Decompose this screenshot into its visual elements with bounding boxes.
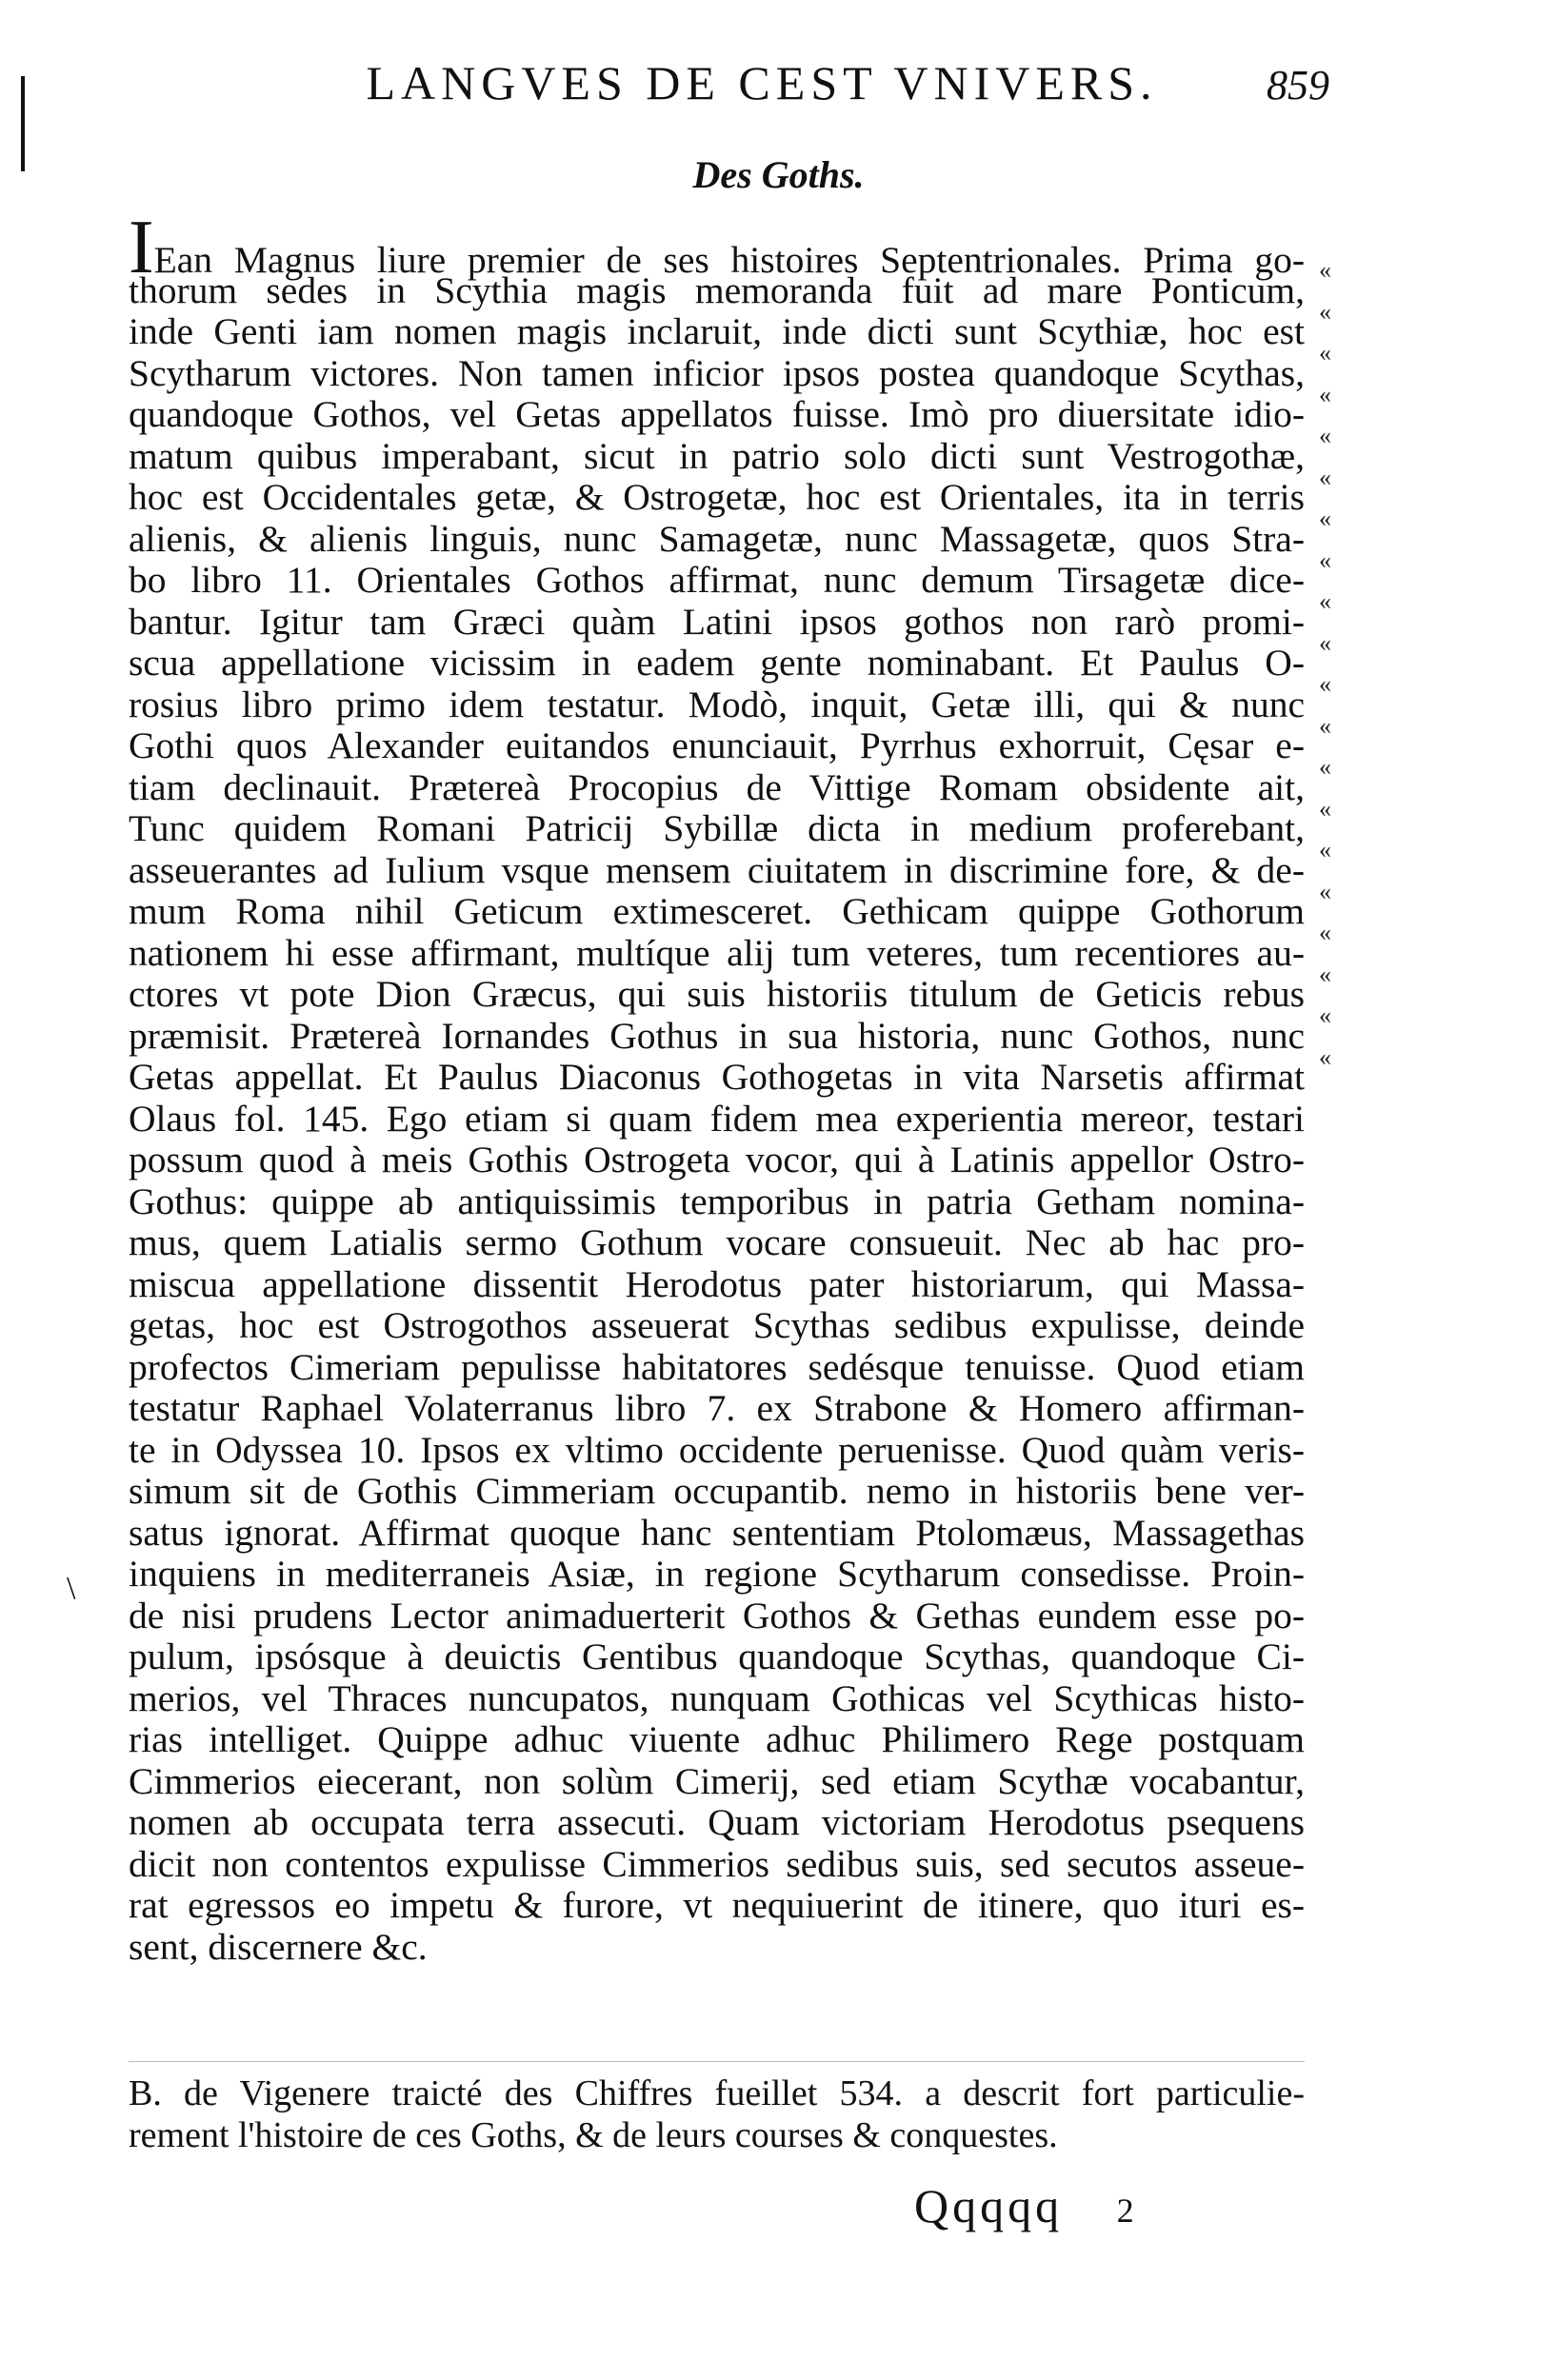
text-line: Cimmerios eiecerant, non solùm Cimerij, sed etiam Scythæ vocabantur, [129,1759,1305,1802]
text-line: Getas appellat. Et Paulus Diaconus Gothogetas in vita Narsetis affirmat [129,1056,1305,1098]
signature-letters: Qqqqq [914,2179,1064,2232]
quote-mark: « [1319,919,1331,946]
quote-mark: « [1319,587,1331,615]
quote-mark: « [1319,1042,1331,1071]
footnote [129,2073,1305,2156]
text-line: asseuerantes ad Iulium vsque mensem ciuitatem in discrimine fore, & de- [129,848,1305,891]
footnote-line: rement l'histoire de ces Goths, & de leurs courses & conquestes. [129,2114,1058,2155]
text-line: possum quod à meis Gothis Ostrogeta vocor, qui à Latinis appellor Ostro- [129,1139,1305,1180]
text-line: Olaus fol. 145. Ego etiam si quam fidem mea experientia mereor, testari [129,1097,1305,1140]
text-line: Gothi quos Alexander euitandos enunciauit, Pyrrhus exhorruit, Cęsar e- [129,724,1305,766]
body-text [129,206,1305,1968]
quote-mark: « [1319,670,1331,698]
text-line: præmisit. Prætereà Iornandes Gothus in sua historia, nunc Gothos, nunc [129,1014,1305,1057]
text-line: testatur Raphael Volaterranus libro 7. ex Strabone & Homero affirman- [129,1387,1305,1429]
quote-mark: « [1319,753,1331,781]
quote-mark: « [1319,380,1331,408]
text-line: Tunc quidem Romani Patricij Sybillæ dicta in medium proferebant, [129,807,1305,849]
running-title: LANGVES DE CEST VNIVERS. [366,56,1158,109]
page-header [0,55,1557,122]
text-line: quandoque Gothos, vel Getas appellatos fuisse. Imò pro diuersitate idio- [129,393,1305,435]
text-line: ctores vt pote Dion Græcus, qui suis historiis titulum de Geticis rebus [129,973,1305,1015]
quote-mark: « [1319,794,1331,823]
text-line: bantur. Igitur tam Græci quàm Latini ipsos gothos non rarò promi- [129,600,1305,643]
quote-mark: « [1319,505,1331,532]
footnote-rule [129,2061,1305,2062]
text-line: rosius libro primo idem testatur. Modò, inquit, Getæ illi, qui & nunc [129,683,1305,725]
page-number: 859 [1267,62,1329,109]
text-line: nationem hi esse affirmant, multíque alij tum veteres, tum recentiores au- [129,931,1305,974]
margin-mark: \ [67,1571,76,1606]
text-line: Scytharum victores. Non tamen inficior ipsos postea quandoque Scythas, [129,351,1305,394]
text-line: dicit non contentos expulisse Cimmerios sedibus suis, sed secutos asseue- [129,1842,1305,1885]
text-line: sent, discernere &c. [129,1925,428,1968]
section-heading: Des Goths. [692,153,865,196]
quote-mark: « [1319,1002,1331,1029]
text-line: rat egressos eo impetu & furore, vt nequiuerint de itinere, quo ituri es- [129,1884,1305,1926]
text-line: merios, vel Thraces nuncupatos, nunquam Gothicas vel Scythicas histo- [129,1676,1305,1719]
text-line: rias intelliget. Quippe adhuc viuente adhuc Philimero Rege postquam [129,1718,1305,1760]
text-line: IEan Magnus liure premier de ses histoires Septentrionales. Prima go- [129,206,1305,289]
quote-mark: « [1319,711,1331,740]
text-line: tiam declinauit. Prætereà Procopius de Vittige Romam obsidente ait, [129,765,1305,808]
quote-mark: « [1319,422,1331,449]
quote-mark: « [1319,628,1331,657]
text-line: mum Roma nihil Geticum extimesceret. Gethicam quippe Gothorum [129,890,1305,932]
text-line: bo libro 11. Orientales Gothos affirmat, nunc demum Tirsagetæ dice- [129,559,1305,601]
text-line: de nisi prudens Lector animaduerterit Gothos & Gethas eundem esse po- [129,1594,1305,1636]
text-line: Gothus: quippe ab antiquissimis temporibus in patria Getham nomina- [129,1180,1305,1222]
text-line: miscua appellatione dissentit Herodotus pater historiarum, qui Massa- [129,1262,1305,1305]
text-line: hoc est Occidentales getæ, & Ostrogetæ, hoc est Orientales, ita in terris [129,476,1305,518]
footnote-line: B. de Vigenere traicté des Chiffres fueillet 534. a descrit fort particulie- [129,2073,1305,2113]
text-line: satus ignorat. Affirmat quoque hanc sententiam Ptolomæus, Massagethas [129,1511,1305,1554]
text-line: mus, quem Latialis sermo Gothum vocare consueuit. Nec ab hac pro- [129,1221,1305,1263]
text-line: scua appellatione vicissim in eadem gente nominabant. Et Paulus O- [129,642,1305,684]
text-line: profectos Cimeriam pepulisse habitatores sedésque tenuisse. Quod etiam [129,1345,1305,1388]
text-line: inquiens in mediterraneis Asiæ, in regione Scytharum consedisse. Proin- [129,1553,1305,1595]
text-line: pulum, ipsósque à deuictis Gentibus quandoque Scythas, quandoque Ci- [129,1636,1305,1677]
quote-mark: « [1319,463,1331,491]
text-line: getas, hoc est Ostrogothos asseuerat Scythas sedibus expulisse, deinde [129,1304,1305,1346]
signature-mark [914,2178,1138,2233]
text-line: te in Odyssea 10. Ipsos ex vltimo occidente peruenisse. Quod quàm veris- [129,1428,1305,1471]
quote-mark: « [1319,545,1331,574]
quote-mark: « [1319,836,1331,863]
signature-number: 2 [1116,2192,1138,2230]
text-line: alienis, & alienis linguis, nunc Samagetæ, nunc Massagetæ, quos Stra- [129,517,1305,560]
text-line: simum sit de Gothis Cimmeriam occupantib. nemo in historiis bene ver- [129,1470,1305,1512]
text-line: thorum sedes in Scythia magis memoranda fuit ad mare Ponticum, [129,268,1305,311]
quotation-marks-margin [1319,249,1357,1078]
text-line: nomen ab occupata terra assecuti. Quam victoriam Herodotus psequens [129,1801,1305,1843]
quote-mark: « [1319,339,1331,367]
quote-mark: « [1319,297,1331,326]
quote-mark: « [1319,960,1331,988]
text-line: inde Genti iam nomen magis inclaruit, inde dicti sunt Scythiæ, hoc est [129,310,1305,352]
quote-mark: « [1319,256,1331,284]
text-line: matum quibus imperabant, sicut in patrio solo dicti sunt Vestrogothæ, [129,434,1305,477]
quote-mark: « [1319,877,1331,905]
